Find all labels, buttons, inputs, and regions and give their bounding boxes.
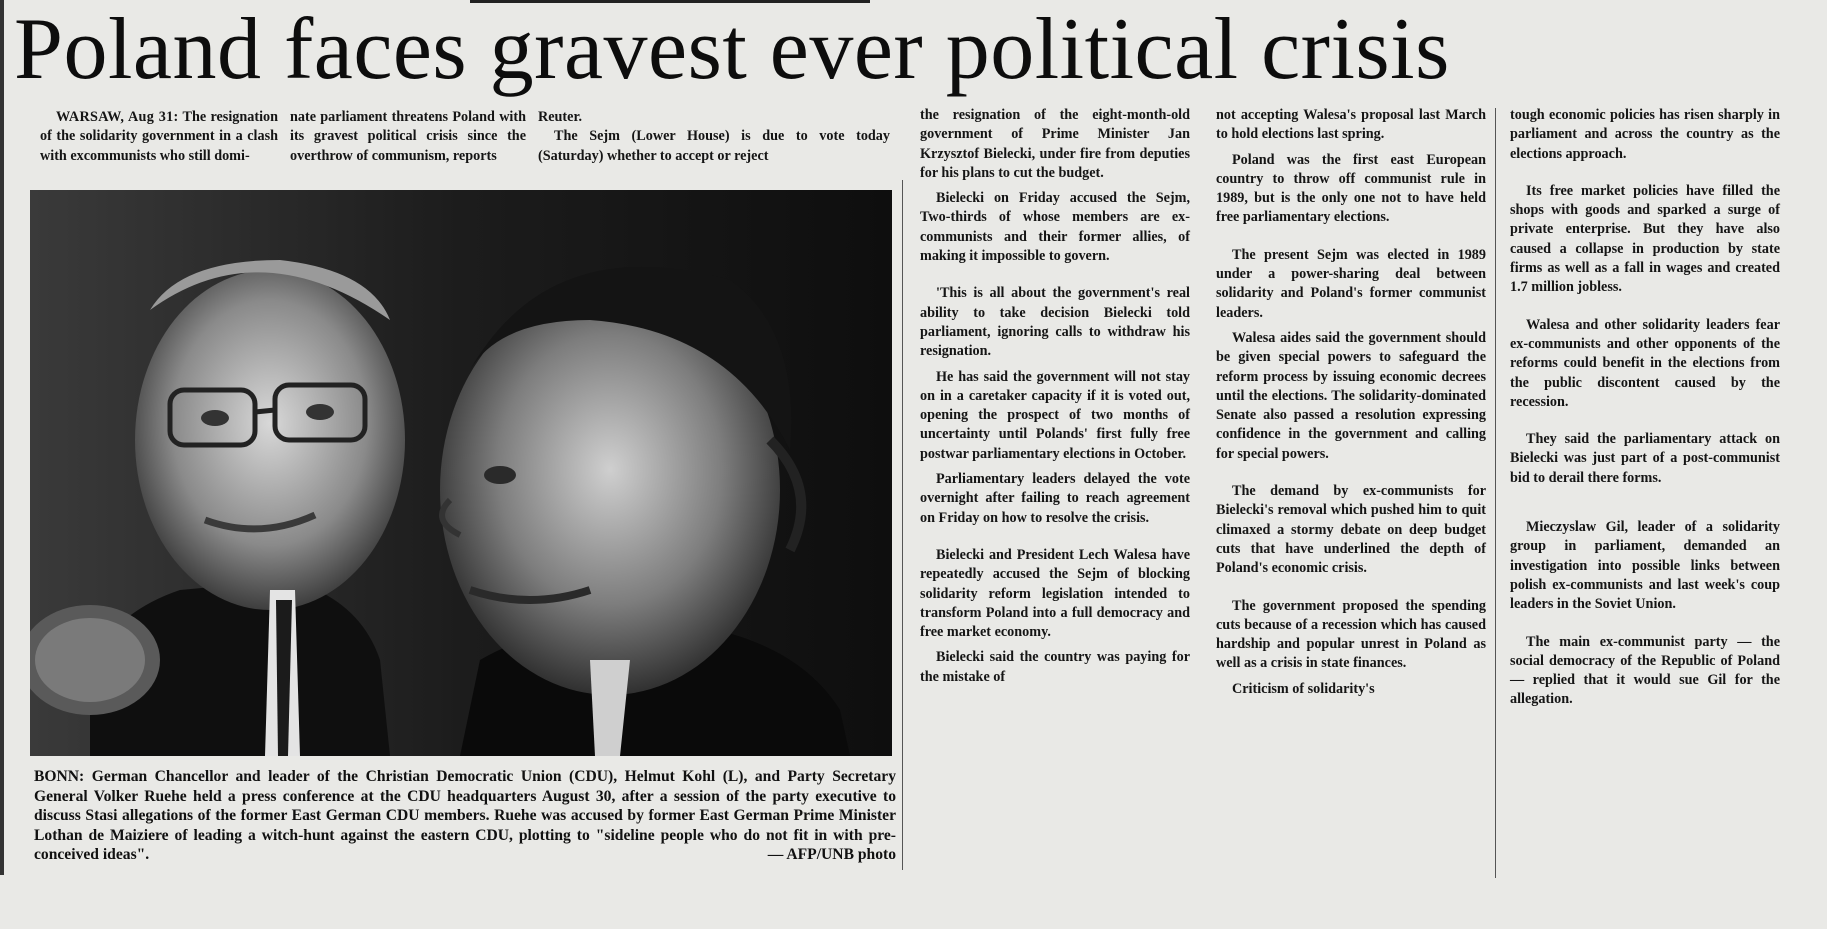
col4-paragraph: Bielecki said the country was paying for the mistake of	[920, 649, 1190, 685]
col4-paragraph: Parliamentary leaders delayed the vote overnight after failing to reach agreement on Friday on how to resolve the crisis.	[920, 471, 1190, 526]
col3-reuter: Reuter.	[538, 109, 582, 125]
col1-text: The resignation of the solidarity government in a clash with excommunists who still domi-	[40, 109, 278, 164]
col5-paragraph: The present Sejm was elected in 1989 under a power-sharing deal between solidarity and Poland's former communist leaders.	[1216, 246, 1486, 321]
col5-paragraph: Poland was the first east European country to throw off communist rule in 1989, but is the only one not to have held free parliamentary elections.	[1216, 151, 1486, 226]
col4-paragraph: Bielecki on Friday accused the Sejm, Two-thirds of whose members are ex-communists and their former allies, of making it impossible to govern.	[920, 190, 1190, 265]
headline: Poland faces gravest ever political crisis	[14, 1, 1450, 98]
caption-text: German Chancellor and leader of the Christian Democratic Union (CDU), Helmut Kohl (L), and Party Secretary General Volker Ruehe held a press conference at the CDU headquarters August 30, after a session of the party executive to discuss Stasi allegations of the former East German CDU members. Ruehe was accused by former East German Prime Minister Lothan de Maiziere of leading a witch-hunt against the eastern CDU, plotting to "sideline people who do not fit in with pre-conceived ideas".	[34, 768, 896, 864]
col6-paragraph: Walesa and other solidarity leaders fear ex-communists and other opponents of the reforms could benefit in the elections from the public discontent caused by the recession.	[1510, 316, 1780, 410]
col6-paragraph: They said the parliamentary attack on Bielecki was just part of a post-communist bid to derail there forms.	[1510, 431, 1780, 486]
column-4	[920, 106, 1190, 687]
photo-caption	[34, 767, 896, 865]
col6-paragraph: Mieczyslaw Gil, leader of a solidarity group in parliament, demanded an investigation into possible links between polish ex-communists and last week's coup leaders in the Soviet Union.	[1510, 519, 1780, 613]
col5-paragraph: Walesa aides said the government should be given special powers to safeguard the reform process by issuing economic decrees until the elections. The solidarity-dominated Senate also passed a resolution expressing confidence in the government and calling for special powers.	[1216, 329, 1486, 462]
press-conference-photo	[30, 190, 892, 756]
col5-paragraph: Criticism of solidarity's	[1232, 680, 1375, 697]
col4-paragraph: Bielecki and President Lech Walesa have repeatedly accused the Sejm of blocking solidarity reform legislation intended to transform Poland into a full democracy and free market economy.	[920, 546, 1190, 641]
col3-text: The Sejm (Lower House) is due to vote today (Saturday) whether to accept or reject	[538, 128, 890, 164]
col1-paragraph	[40, 108, 278, 166]
col6-paragraph: tough economic policies has risen sharply in parliament and across the country as the elections approach.	[1510, 107, 1780, 162]
column-rule	[1495, 108, 1496, 878]
col5-paragraph: The demand by ex-communists for Bielecki's removal which pushed him to quit climaxed a stormy debate on deep budget cuts that have underlined the depth of Poland's economic crisis.	[1216, 483, 1486, 577]
column-2	[290, 108, 526, 166]
column-1	[40, 108, 278, 166]
col2-text: nate parliament threatens Poland with its gravest political crisis since the overthrow of communism, reports	[290, 109, 526, 164]
col4-paragraph: He has said the government will not stay on in a caretaker capacity if it is voted out, opening the prospect of two months of uncertainty until Polands' first fully free postwar parliamentary elections in October.	[920, 368, 1190, 462]
column-5	[1216, 106, 1486, 699]
column-6	[1510, 106, 1780, 710]
column-rule	[902, 180, 903, 870]
col4-paragraph: the resignation of the eight-month-old government of Prime Minister Jan Krzysztof Bielecki, under fire from deputies for his plans to cut the budget.	[920, 107, 1190, 181]
col6-paragraph: Its free market policies have filled the shops with goods and sparked a surge of private enterprise. But they have also caused a collapse in production by state firms as well as a fall in wages and created 1.7 million jobless.	[1510, 182, 1780, 296]
caption-lead: BONN:	[34, 768, 85, 785]
dateline: WARSAW, Aug 31:	[56, 109, 179, 125]
col4-paragraph: 'This is all about the government's real ability to take decision Bielecki told parliament, ignoring calls to withdraw his resignation.	[920, 285, 1190, 360]
col5-paragraph: The government proposed the spending cuts because of a recession which has caused hardship and popular unrest in Poland as well as a crisis in state finances.	[1216, 597, 1486, 672]
col6-paragraph: The main ex-communist party — the social democracy of the Republic of Poland — replied that it would sue Gil for the allegation.	[1510, 633, 1780, 708]
photo-image	[30, 190, 892, 756]
col5-paragraph: not accepting Walesa's proposal last March to hold elections last spring.	[1216, 107, 1486, 143]
page-edge	[0, 0, 4, 875]
column-3	[538, 108, 890, 166]
photo-credit: — AFP/UNB photo	[767, 846, 896, 864]
